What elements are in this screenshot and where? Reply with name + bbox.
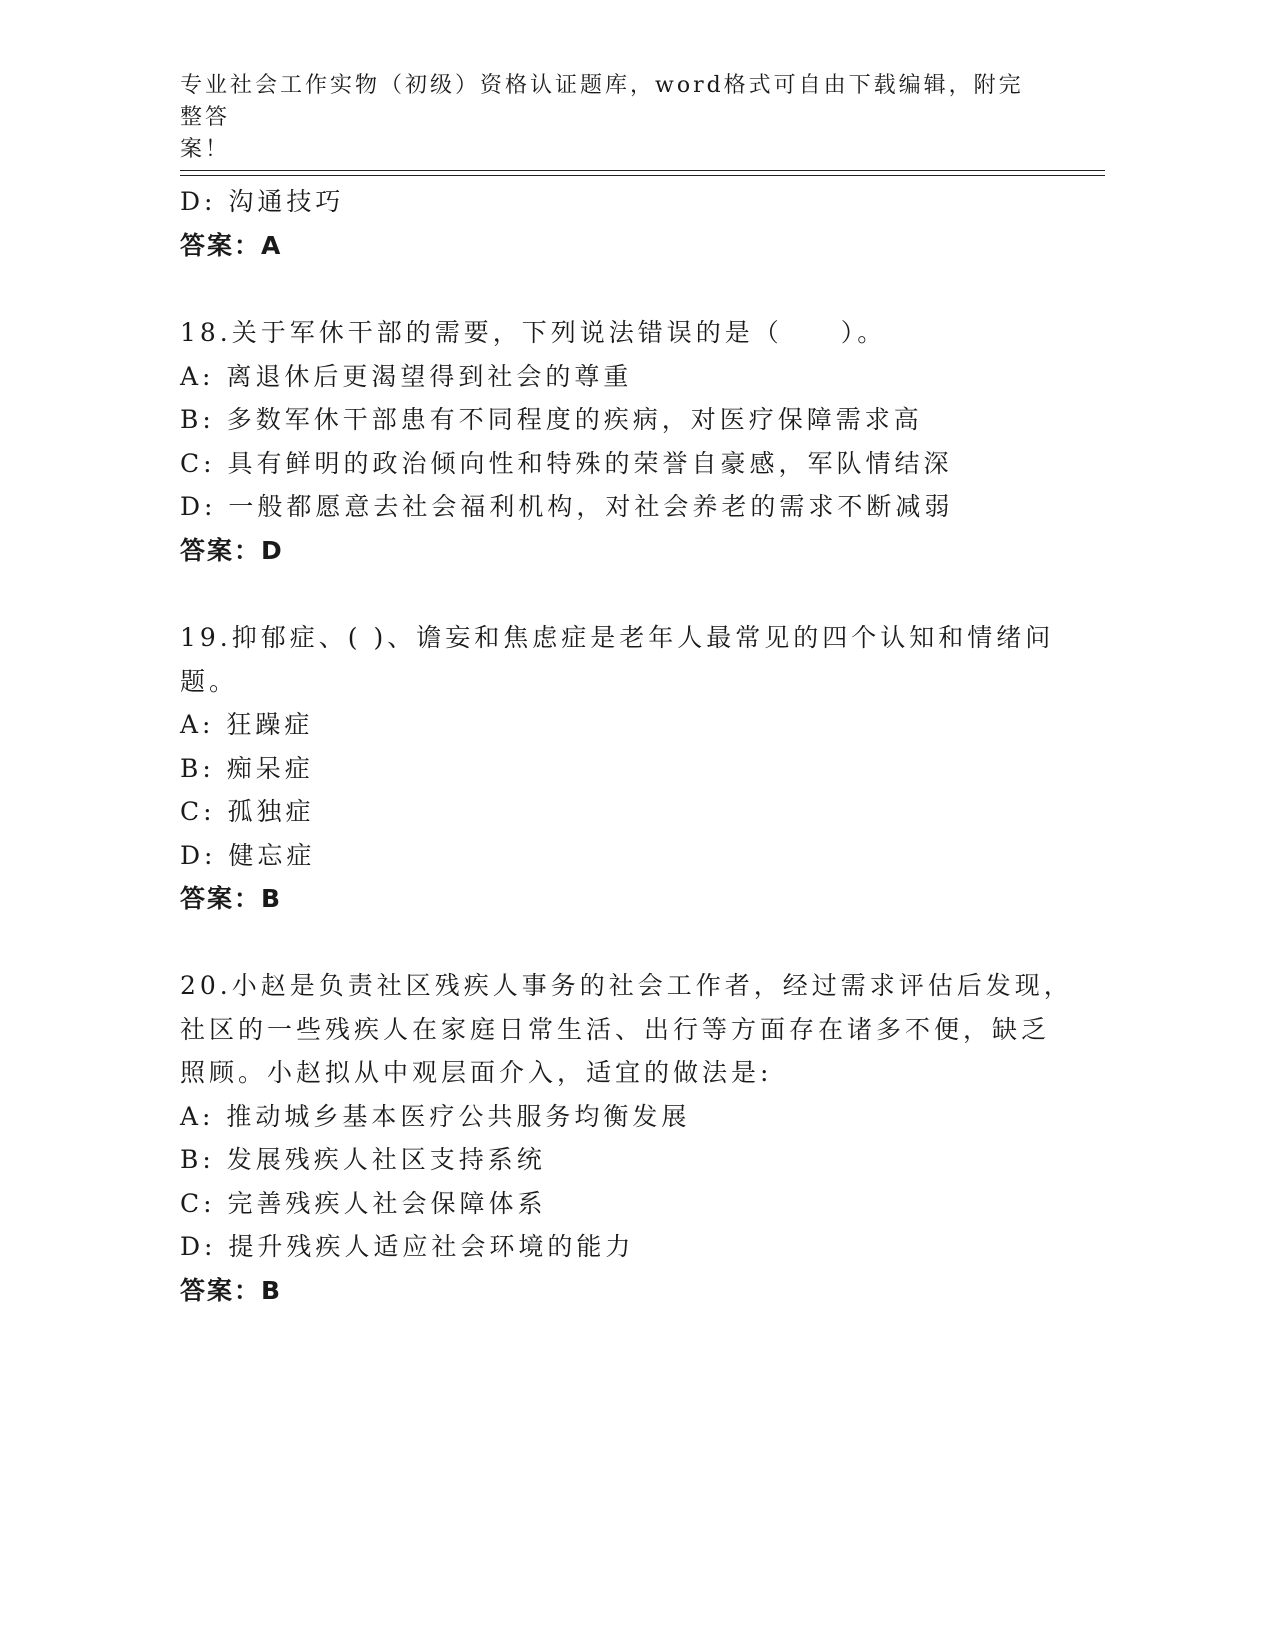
q20-stem-line-3: 照顾。小赵拟从中观层面介入，适宜的做法是: (180, 1058, 773, 1087)
q19-option-c: C: 孤独症 (180, 797, 315, 826)
header-divider-top (180, 170, 1105, 171)
q20-stem-line-1: 20.小赵是负责社区残疾人事务的社会工作者，经过需求评估后发现， (180, 971, 1073, 1000)
q20-answer: 答案：B (180, 1276, 283, 1305)
q17-option-d: D: 沟通技巧 (180, 187, 345, 216)
q20-option-d: D: 提升残疾人适应社会环境的能力 (180, 1232, 635, 1261)
header-divider-bottom (180, 175, 1105, 176)
q18-option-b: B: 多数军休干部患有不同程度的疾病，对医疗保障需求高 (180, 405, 923, 434)
q19-answer: 答案：B (180, 884, 283, 913)
q20-option-a: A: 推动城乡基本医疗公共服务均衡发展 (180, 1102, 691, 1131)
q20-option-c: C: 完善残疾人社会保障体系 (180, 1189, 547, 1218)
header-text-line-1: 专业社会工作实物（初级）资格认证题库，word格式可自由下载编辑，附完整答 (180, 73, 1024, 130)
q18-option-c: C: 具有鲜明的政治倾向性和特殊的荣誉自豪感，军队情结深 (180, 449, 953, 478)
q19-option-b: B: 痴呆症 (180, 754, 314, 783)
q19-stem-line-1: 19.抑郁症、( )、谵妄和焦虑症是老年人最常见的四个认知和情绪问 (180, 623, 1055, 652)
q20-option-b: B: 发展残疾人社区支持系统 (180, 1145, 546, 1174)
q19-stem-line-2: 题。 (180, 667, 239, 696)
q19-option-d: D: 健忘症 (180, 841, 316, 870)
q18-option-d: D: 一般都愿意去社会福利机构，对社会养老的需求不断减弱 (180, 492, 954, 521)
header-text-line-2: 案！ (180, 137, 231, 162)
q18-answer: 答案：D (180, 536, 284, 565)
q18-stem: 18.关于军休干部的需要，下列说法错误的是（ ）。 (180, 318, 887, 347)
q17-answer: 答案：A (180, 231, 283, 260)
q19-option-a: A: 狂躁症 (180, 710, 314, 739)
document-header (180, 70, 1040, 166)
q20-stem-line-2: 社区的一些残疾人在家庭日常生活、出行等方面存在诸多不便，缺乏 (180, 1015, 1051, 1044)
q18-option-a: A: 离退休后更渴望得到社会的尊重 (180, 362, 633, 391)
